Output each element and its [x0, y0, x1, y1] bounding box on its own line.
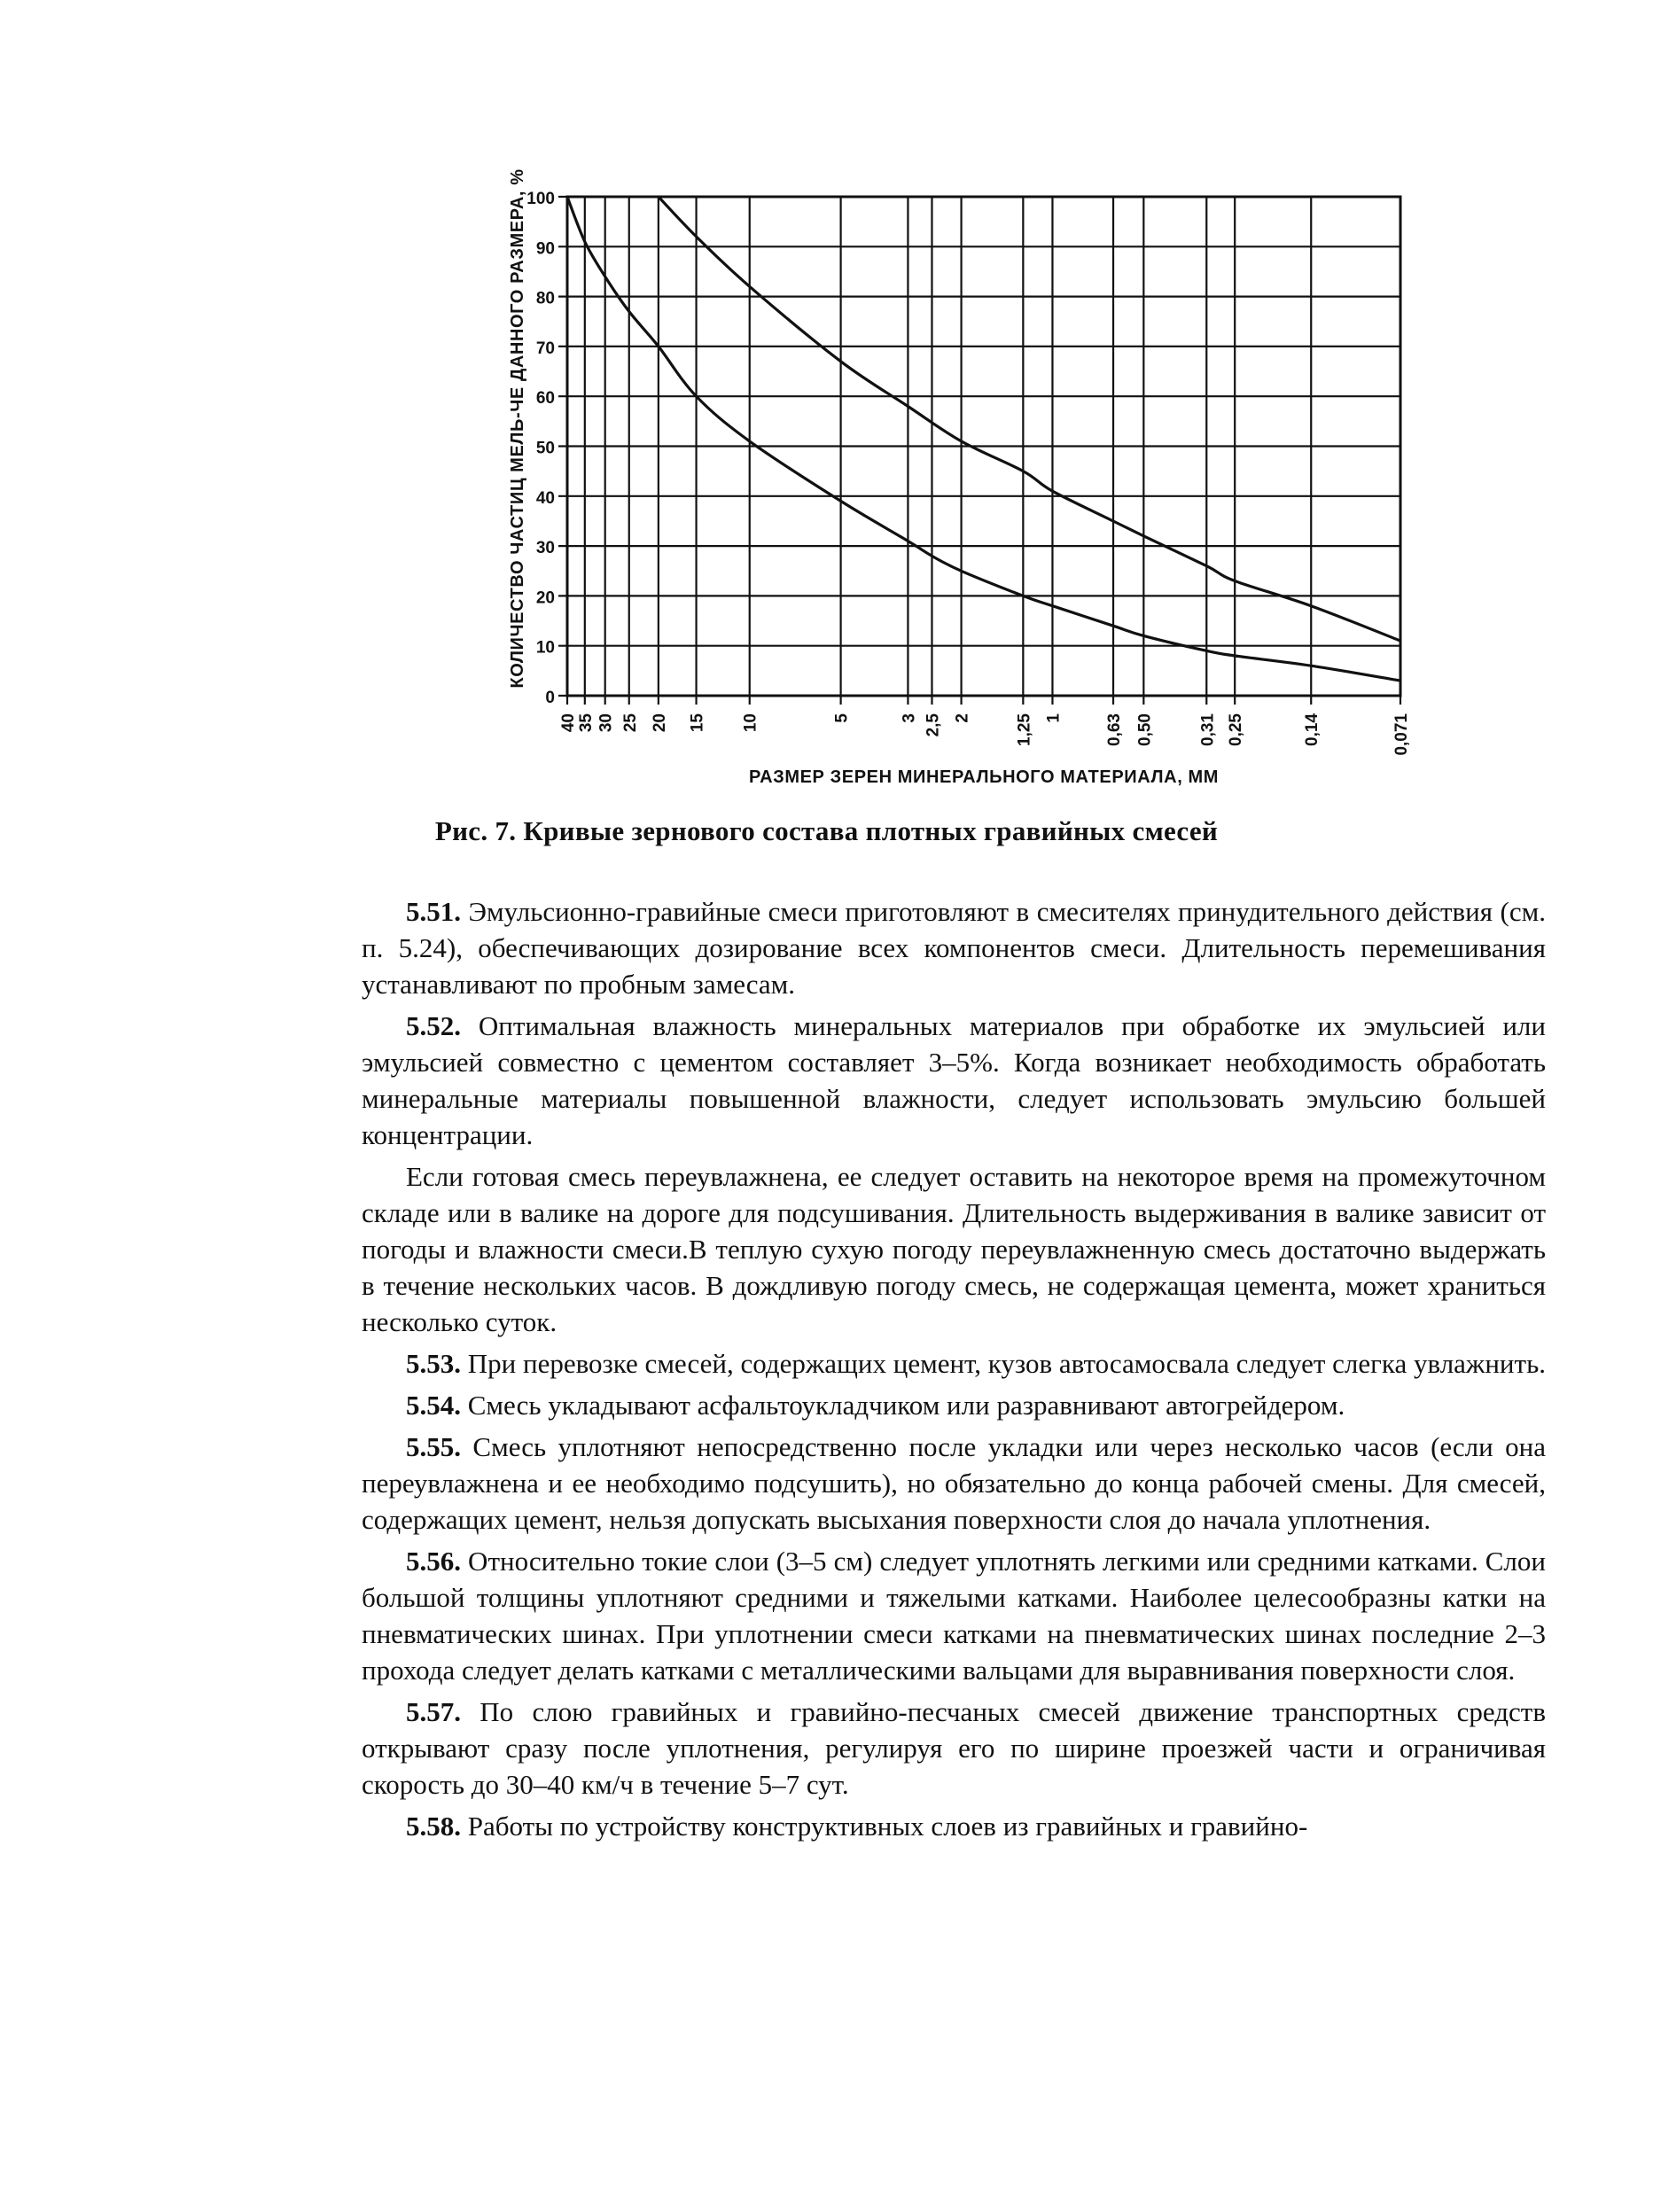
- paragraph: [362, 1008, 1546, 1153]
- paragraph: [362, 1345, 1546, 1382]
- paragraph: [362, 1429, 1546, 1538]
- paragraph-number: 5.54.: [406, 1390, 461, 1421]
- x-tick-label: 15: [688, 713, 707, 733]
- paragraph-number: 5.57.: [406, 1696, 461, 1727]
- paragraph-text: Относительно токие слои (3–5 см) следует уплотнять легкими или средними катками. Слои большой толщины уплотняют средними и тяжелыми катками. Наиболее целесообразны катки на пневматических шинах. При уплотнении смеси катками на пневматических шинах последние 2–3 прохода следует делать катками с металлическими вальцами для выравнивания поверхности слоя.: [362, 1546, 1546, 1686]
- paragraph-text: Если готовая смесь переувлажнена, ее следует оставить на некоторое время на промежуточном складе или в валике на дороге для подсушивания. Длительность выдерживания в валике зависит от погоды и влажности смеси.В теплую сухую погоду переувлажненную смесь достаточно выдержать в течение нескольких часов. В дождливую погоду смесь, не содержащая цемента, может храниться несколько суток.: [362, 1161, 1546, 1337]
- x-tick-label: 25: [620, 713, 640, 733]
- paragraph: [362, 893, 1546, 1002]
- x-tick-label: 35: [576, 713, 596, 733]
- x-tick-label: 10: [741, 713, 760, 733]
- y-tick-label: 10: [535, 638, 555, 658]
- paragraph-number: 5.52.: [406, 1010, 461, 1041]
- paragraph-number: 5.53.: [406, 1348, 461, 1379]
- y-tick-label: 70: [535, 339, 555, 358]
- paragraph: [362, 1808, 1546, 1844]
- paragraph-number: 5.56.: [406, 1546, 461, 1577]
- y-tick-label: 90: [535, 239, 555, 259]
- y-tick-label: 50: [535, 439, 555, 458]
- paragraph-text: Смесь уплотняют непосредственно после укладки или через несколько часов (если она переувлажнена и ее необходимо подсушить), но обязательно до конца рабочей смены. Для смесей, содержащих цемент, нельзя допускать высыхания поверхности слоя до начала уплотнения.: [362, 1431, 1546, 1535]
- paragraph-text: Оптимальная влажность минеральных материалов при обработке их эмульсией или эмульсией совместно с цементом составляет 3–5%. Когда возникает необходимость обработать минеральные материалы повышенной влажности, следует использовать эмульсию большей концентрации.: [362, 1010, 1546, 1150]
- paragraph: [362, 1543, 1546, 1688]
- y-tick-label: 30: [535, 539, 555, 558]
- paragraph-text: По слою гравийных и гравийно-песчаных смесей движение транспортных средств открывают сразу после уплотнения, регулируя его по ширине проезжей части и ограничивая скорость до 30–40 км/ч в течение 5–7 сут.: [362, 1696, 1546, 1800]
- paragraph-text: Эмульсионно-гравийные смеси приготовляют в смесителях принудительного действия (см. п. 5.24), обеспечивающих дозирование всех компонентов смеси. Длительность перемешивания устанавливают по пробным замесам.: [362, 896, 1546, 1000]
- x-tick-label: 40: [559, 713, 578, 733]
- x-tick-label: 2: [953, 713, 972, 723]
- paragraph: [362, 1694, 1546, 1803]
- series-line-lower: [567, 197, 1400, 681]
- x-tick-label: 1: [1044, 713, 1064, 723]
- paragraph: [362, 1387, 1546, 1423]
- y-axis-title: КОЛИЧЕСТВО ЧАСТИЦ МЕЛЬ-ЧЕ ДАННОГО РАЗМЕРА, %: [508, 168, 527, 689]
- series-line-upper: [659, 197, 1400, 641]
- y-tick-label: 60: [535, 389, 555, 409]
- x-tick-label: 5: [832, 713, 852, 723]
- x-tick-label: 1,25: [1015, 713, 1034, 746]
- y-tick-label: 40: [535, 488, 555, 508]
- paragraph-text: Работы по устройству конструктивных слоев из гравийных и гравийно-: [461, 1811, 1308, 1842]
- x-tick-label: 0,071: [1392, 713, 1411, 756]
- x-axis-title: РАЗМЕР ЗЕРЕН МИНЕРАЛЬНОГО МАТЕРИАЛА, ММ: [748, 767, 1220, 787]
- y-tick-label: 20: [535, 588, 555, 608]
- x-tick-label: 0,25: [1227, 713, 1246, 746]
- figure-caption: Рис. 7. Кривые зернового состава плотных гравийных смесей: [434, 815, 1219, 846]
- x-tick-label: 0,50: [1135, 713, 1155, 746]
- grain-size-chart: [496, 142, 1471, 815]
- paragraph-text: При перевозке смесей, содержащих цемент, кузов автосамосвала следует слегка увлажнить.: [461, 1348, 1546, 1379]
- chart-svg: [496, 142, 1471, 815]
- x-tick-label: 2,5: [924, 713, 943, 737]
- x-tick-label: 3: [900, 713, 919, 723]
- paragraph-number: 5.51.: [406, 896, 461, 927]
- body-text: [362, 893, 1546, 1850]
- x-tick-label: 30: [596, 713, 616, 733]
- paragraph-text: Смесь укладывают асфальтоукладчиком или разравнивают автогрейдером.: [461, 1390, 1345, 1421]
- x-tick-label: 20: [650, 713, 669, 733]
- paragraph-number: 5.58.: [406, 1811, 461, 1842]
- x-tick-label: 0,14: [1303, 713, 1322, 746]
- y-tick-label: 80: [535, 289, 555, 308]
- y-tick-label: 100: [526, 190, 555, 208]
- x-tick-label: 0,31: [1198, 713, 1218, 746]
- y-tick-label: 0: [545, 689, 555, 707]
- x-tick-label: 0,63: [1105, 713, 1125, 746]
- paragraph-number: 5.55.: [406, 1431, 461, 1462]
- paragraph: [362, 1158, 1546, 1340]
